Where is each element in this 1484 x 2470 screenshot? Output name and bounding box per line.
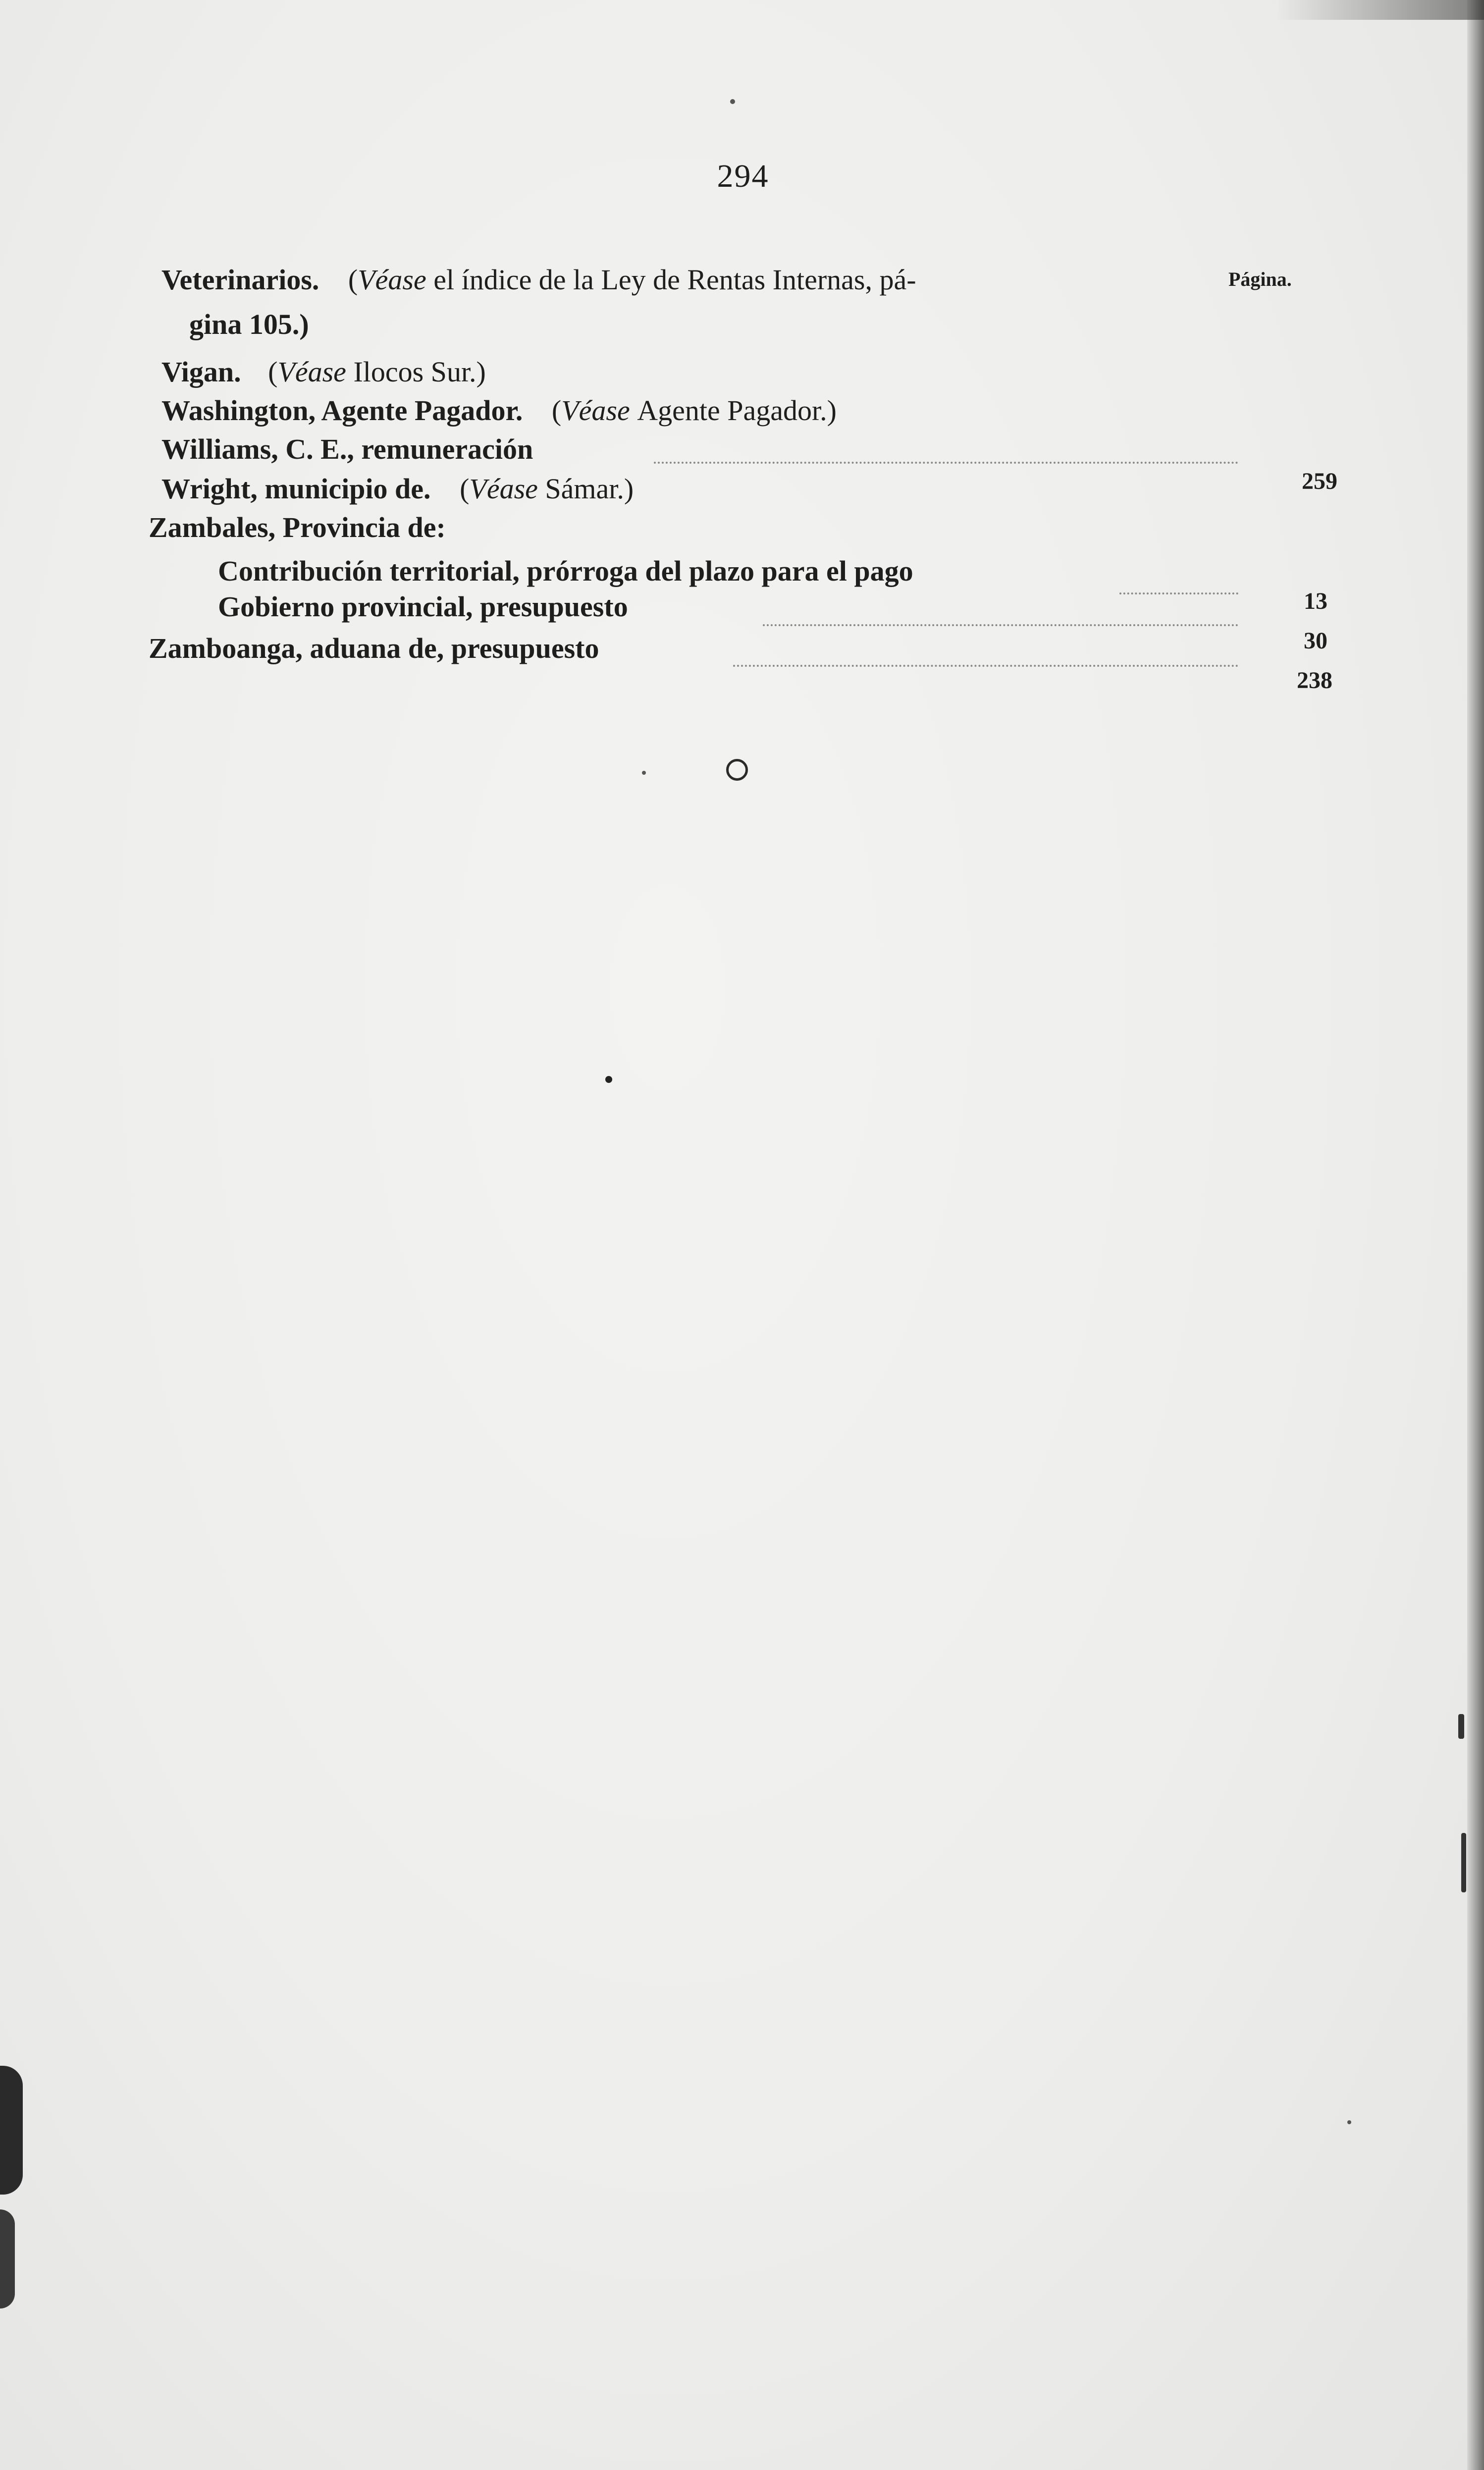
page-column-header: Página.: [1228, 268, 1292, 290]
index-entry-continuation: gina 105.): [189, 308, 309, 340]
ink-blot: [0, 2066, 23, 2195]
page-reference: 30: [1304, 628, 1327, 654]
entry-reference: Sámar.): [545, 473, 634, 505]
index-subentry: Contribución territorial, prórroga del plazo para el pago: [218, 555, 913, 587]
index-subentry: Gobierno provincial, presupuesto: [218, 591, 628, 623]
paper-mark: [1458, 1714, 1464, 1739]
paper-speck: [605, 1076, 612, 1083]
dot-leader: [763, 624, 1238, 626]
page-number: 294: [717, 158, 769, 194]
entry-paren: (: [551, 394, 562, 427]
end-of-index-mark: [726, 759, 748, 781]
page-reference: 238: [1297, 667, 1332, 694]
entry-paren: (: [268, 356, 278, 388]
paper-mark: [1461, 1833, 1466, 1892]
entry-reference: el índice de la Ley de Rentas Internas, pá-: [433, 264, 916, 296]
dot-leader: [1119, 592, 1238, 594]
entry-vease: Véase: [469, 473, 538, 505]
entry-paren: (: [460, 473, 470, 505]
index-entry: [161, 266, 916, 294]
entry-heading: Veterinarios.: [161, 264, 319, 296]
paper-speck: [730, 99, 735, 104]
page-reference: 259: [1302, 468, 1337, 494]
paper-speck: [1347, 2120, 1351, 2124]
index-entry: Zamboanga, aduana de, presupuesto: [149, 632, 599, 664]
page-binding-edge: [1467, 0, 1484, 2470]
ink-blot: [0, 2209, 15, 2309]
index-entry: Williams, C. E., remuneración: [161, 433, 533, 465]
index-entry: [161, 396, 837, 425]
entry-reference: Agente Pagador.): [637, 394, 837, 427]
page-reference: 13: [1304, 588, 1327, 614]
page-corner-shadow: [1276, 0, 1484, 20]
entry-heading: Washington, Agente Pagador.: [161, 394, 523, 427]
entry-vease: Véase: [561, 394, 630, 427]
paper-speck: [642, 771, 646, 775]
index-entry: [161, 475, 634, 503]
index-entry: [161, 358, 486, 386]
dot-leader: [733, 665, 1238, 667]
entry-heading: Vigan.: [161, 356, 241, 388]
dot-leader: [654, 462, 1238, 464]
entry-vease: Véase: [277, 356, 346, 388]
entry-vease: Véase: [358, 264, 426, 296]
index-entry: Zambales, Provincia de:: [149, 511, 446, 543]
entry-paren: (: [348, 264, 358, 296]
entry-heading: Wright, municipio de.: [161, 473, 431, 505]
entry-reference: Ilocos Sur.): [353, 356, 486, 388]
